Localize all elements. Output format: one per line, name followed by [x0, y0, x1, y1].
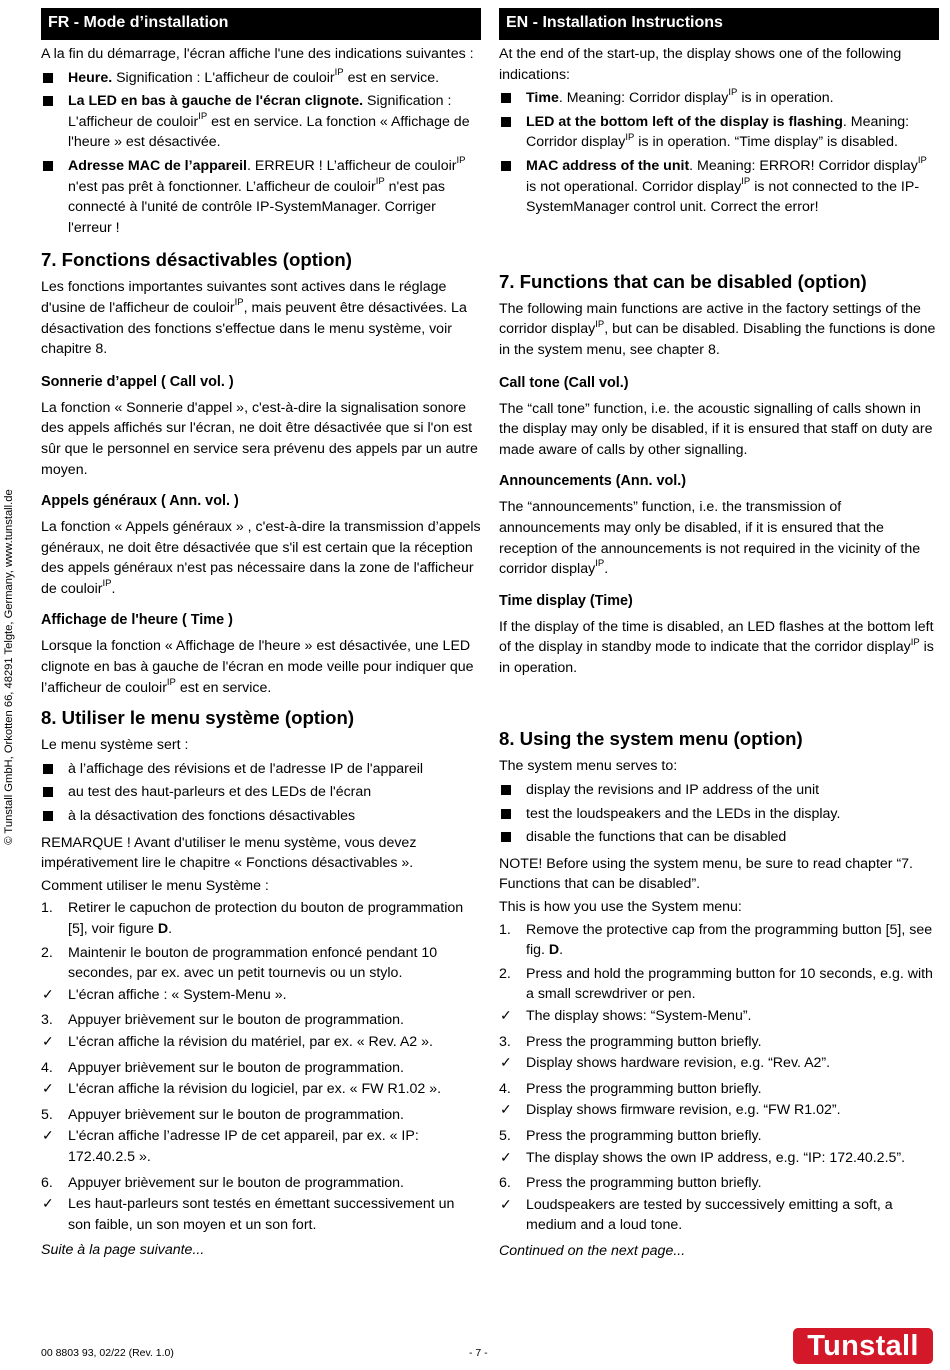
subsection-title: Announcements (Ann. vol.) — [499, 473, 687, 490]
continued-text: Suite à la page suivante... — [41, 1242, 205, 1259]
list-item: test the loudspeakers and the LEDs in the display. — [499, 804, 939, 825]
check-item: ✓ L'écran affiche l’adresse IP de cet appareil, par ex. « IP: 172.40.2.5 ». — [42, 1128, 419, 1165]
list-item: display the revisions and IP address of the unit — [499, 780, 939, 801]
check-item: ✓ L'écran affiche la révision du matériel, par ex. « Rev. A2 ». — [42, 1033, 433, 1050]
menu-purpose-list — [499, 780, 939, 848]
paragraph: Lorsque la fonction « Affichage de l'heure » est désactivée, une LED clignote en bas à gauche de l'écran en mode veille pour indiquer que l’afficheur de couloir$^{IP}$ est en service. — [41, 638, 474, 696]
list-item: LED at the bottom left of the display is flashing. Meaning: Corridor display$^{IP}$ is in operation. “Time display” is disabled. — [499, 112, 939, 153]
step-list — [499, 964, 939, 1236]
paragraph: Le menu système sert : — [41, 737, 189, 754]
copyright-side-text: © Tunstall GmbH, Orkotten 66, 48291 Telgte, Germany, www.tunstall.de — [3, 489, 15, 845]
subsection-title: Appels généraux ( Ann. vol. ) — [41, 493, 239, 510]
section-header: FR - Mode d’installation — [41, 8, 481, 40]
step-item: 6. Appuyer brièvement sur le bouton de programmation. — [41, 1174, 404, 1191]
tunstall-logo: Tunstall — [793, 1328, 933, 1364]
column-en — [499, 8, 939, 1262]
section-header: EN - Installation Instructions — [499, 8, 939, 40]
paragraph: The system menu serves to: — [499, 758, 678, 775]
step-item: 1. Retirer le capuchon de protection du bouton de programmation [5], voir figure D. — [41, 900, 464, 937]
section-title: 7. Functions that can be disabled (option) — [499, 270, 867, 292]
indication-list — [41, 68, 481, 239]
step-item: 5. Press the programming button briefly. — [499, 1127, 762, 1144]
intro-text: A la fin du démarrage, l'écran affiche l'une des indications suivantes : — [41, 46, 474, 62]
check-item: ✓ Display shows hardware revision, e.g. “Rev. A2”. — [500, 1055, 831, 1072]
paragraph: The following main functions are active in the factory settings of the corridor display$^{IP}$, but can be disabled. Disabling the functions is done in the system menu, see chapter 8. — [499, 300, 936, 358]
paragraph: Les fonctions importantes suivantes sont actives dans le réglage d'usine de l'afficheur de couloir$^{IP}$, mais peuvent être désactivées. La désactivation des fonctions s'effectue dans le menu système, voir chapitre 8. — [41, 279, 467, 358]
list-item: La LED en bas à gauche de l'écran clignote. Signification : L'afficheur de couloir$^{IP}$ est en service. La fonction « Affichage de l'heure » est désactivée. — [41, 91, 481, 153]
check-item: ✓ The display shows the own IP address, e.g. “IP: 172.40.2.5”. — [500, 1149, 906, 1166]
column-fr — [41, 8, 481, 1261]
page-number: - 7 - — [469, 1347, 488, 1359]
section-title: 8. Utiliser le menu système (option) — [41, 707, 355, 729]
step-item: 6. Press the programming button briefly. — [499, 1175, 762, 1192]
list-item: disable the functions that can be disabled — [499, 827, 939, 848]
subsection-title: Affichage de l'heure ( Time ) — [41, 612, 233, 629]
check-item: ✓ Display shows firmware revision, e.g. “FW R1.02”. — [500, 1102, 841, 1119]
step-item: 1. Remove the protective cap from the programming button [5], see fig. D. — [499, 921, 933, 959]
list-item: MAC address of the unit. Meaning: ERROR! Corridor display$^{IP}$ is not operational. Corridor display$^{IP}$ is not connected to the IP-SystemManager control unit. Correct the error! — [499, 156, 939, 218]
list-item: à l’affichage des révisions et de l'adresse IP de l'appareil — [41, 759, 481, 780]
check-item: ✓ L'écran affiche la révision du logiciel, par ex. « FW R1.02 ». — [42, 1081, 442, 1098]
paragraph: The “announcements” function, i.e. the transmission of announcements may only be disabled, if it is ensured that the reception of the announcements is not required in the vicinity of the corridor display$^{IP}$. — [499, 499, 921, 578]
step-item: 2. Maintenir le bouton de programmation enfoncé pendant 10 secondes, par ex. avec un petit tournevis ou un stylo. — [41, 944, 438, 982]
step-item: 5. Appuyer brièvement sur le bouton de programmation. — [41, 1106, 404, 1123]
note-text: REMARQUE ! Avant d'utiliser le menu système, vous devez impérativement lire le chapitre « Fonctions désactivables ». — [41, 834, 417, 872]
list-item: au test des haut-parleurs et des LEDs de l'écran — [41, 782, 481, 803]
step-item: 3. Appuyer brièvement sur le bouton de programmation. — [41, 1012, 404, 1029]
step-list — [41, 943, 481, 1236]
section-title: 8. Using the system menu (option) — [499, 728, 803, 750]
step-item: 2. Press and hold the programming button for 10 seconds, e.g. with a small screwdriver or pen. — [499, 965, 933, 1003]
subsection-title: Time display (Time) — [499, 592, 633, 609]
list-item: à la désactivation des fonctions désactivables — [41, 806, 481, 827]
note-text: NOTE! Before using the system menu, be sure to read chapter “7. Functions that can be disabled”. — [499, 855, 914, 893]
subsection-title: Call tone (Call vol.) — [499, 374, 629, 391]
check-item: ✓ L'écran affiche : « System-Menu ». — [42, 986, 287, 1003]
step-item: 4. Appuyer brièvement sur le bouton de programmation. — [41, 1059, 404, 1076]
paragraph: La fonction « Appels généraux » , c'est-à-dire la transmission d’appels généraux, ne doit être désactivée que s'il est certain que la réception des appels généraux n'est pas nécessaire dans la zone de l'afficheur de couloir$^{IP}$. — [41, 519, 481, 597]
check-item: ✓ Loudspeakers are tested by successively emitting a soft, a medium and a loud tone. — [500, 1196, 893, 1234]
howto-text: Comment utiliser le menu Système : — [41, 877, 269, 894]
step-list — [41, 898, 481, 939]
list-item: Adresse MAC de l’appareil. ERREUR ! L’afficheur de couloir$^{IP}$ n'est pas prêt à fonctionner. L’afficheur de couloir$^{IP}$ n'est pas connecté à l'unité de contrôle IP-SystemManager. Corriger l'erreur ! — [41, 156, 481, 238]
continued-text: Continued on the next page... — [499, 1242, 686, 1259]
paragraph: The “call tone” function, i.e. the acoustic signalling of calls shown in the display may only be disabled, if it is ensured that staff on duty are made aware of calls by other signalling. — [499, 400, 933, 458]
indication-list — [499, 88, 939, 218]
section-title: 7. Fonctions désactivables (option) — [41, 249, 352, 271]
list-item: Heure. Signification : L'afficheur de couloir$^{IP}$ est en service. — [41, 68, 481, 89]
step-item: 3. Press the programming button briefly. — [499, 1033, 762, 1050]
step-item: 4. Press the programming button briefly. — [499, 1080, 762, 1097]
paragraph: If the display of the time is disabled, an LED flashes at the bottom left of the display in standby mode to indicate that the corridor display$^{IP}$ is in operation. — [499, 618, 934, 676]
document-id: 00 8803 93, 02/22 (Rev. 1.0) — [41, 1347, 174, 1359]
howto-text: This is how you use the System menu: — [499, 899, 742, 916]
paragraph: La fonction « Sonnerie d'appel », c'est-à-dire la signalisation sonore des appels affichés sur l'écran, ne doit être désactivée que si l'on est sûr que le personnel en service sera prévenu des appels par un autre moyen. — [41, 399, 478, 478]
intro-text: At the end of the start-up, the display shows one of the following indications: — [499, 46, 902, 83]
list-item: Time. Meaning: Corridor display$^{IP}$ is in operation. — [499, 88, 939, 109]
check-item: ✓ Les haut-parleurs sont testés en émettant successivement un son faible, un son moyen et un son fort. — [42, 1196, 455, 1233]
menu-purpose-list — [41, 759, 481, 827]
check-item: ✓ The display shows: “System-Menu”. — [500, 1008, 752, 1024]
subsection-title: Sonnerie d’appel ( Call vol. ) — [41, 373, 234, 390]
step-list — [499, 920, 939, 961]
